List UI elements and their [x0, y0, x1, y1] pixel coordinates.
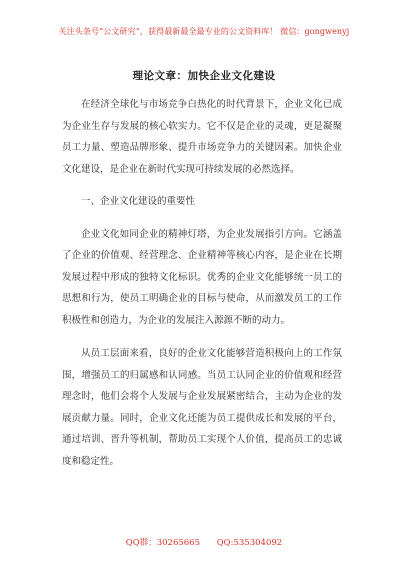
body-paragraph: 企业文化如同企业的精神灯塔，为企业发展指引方向。它涵盖了企业的价值观、经营理念、企业精神等核心内容，是企业在长期发展过程中形成的独特文化标识。优秀的企业文化能够统一员工的思想和行为，使员工明确企业的目标与使命，从而激发员工的工作积极性和创造力，为企业的发展注入源源不断的动力。: [62, 228, 342, 326]
section-heading: 一、企业文化建设的重要性: [81, 196, 196, 207]
document-title: 理论文章：加快企业文化建设: [132, 70, 276, 82]
footer-qq-group: QQ群：30265665: [125, 538, 200, 548]
document-body: [62, 94, 342, 472]
footer-contact: [0, 536, 408, 548]
footer-qq-number: QQ:535304092: [216, 538, 283, 548]
header-promo-note: 关注头条号“公文研究”，获得最新最全最专业的公文资料库！ 微信：gongwenyj: [58, 27, 350, 36]
body-paragraph: 从员工层面来看，良好的企业文化能够营造积极向上的工作氛围，增强员工的归属感和认同感。当员工认同企业的价值观和经营理念时，他们会将个人发展与企业发展紧密结合，主动为企业的发展贡献力量。同时，企业文化还能为员工提供成长和发展的平台，通过培训、晋升等机制，帮助员工实现个人价值，提高员工的忠诚度和稳定性。: [62, 348, 342, 467]
intro-paragraph: 在经济全球化与市场竞争白热化的时代背景下，企业文化已成为企业生存与发展的核心软实力。它不仅是企业的灵魂，更是凝聚员工力量、塑造品牌形象、提升市场竞争力的关键因素。加快企业文化建设，是企业在新时代实现可持续发展的必然选择。: [62, 99, 342, 175]
